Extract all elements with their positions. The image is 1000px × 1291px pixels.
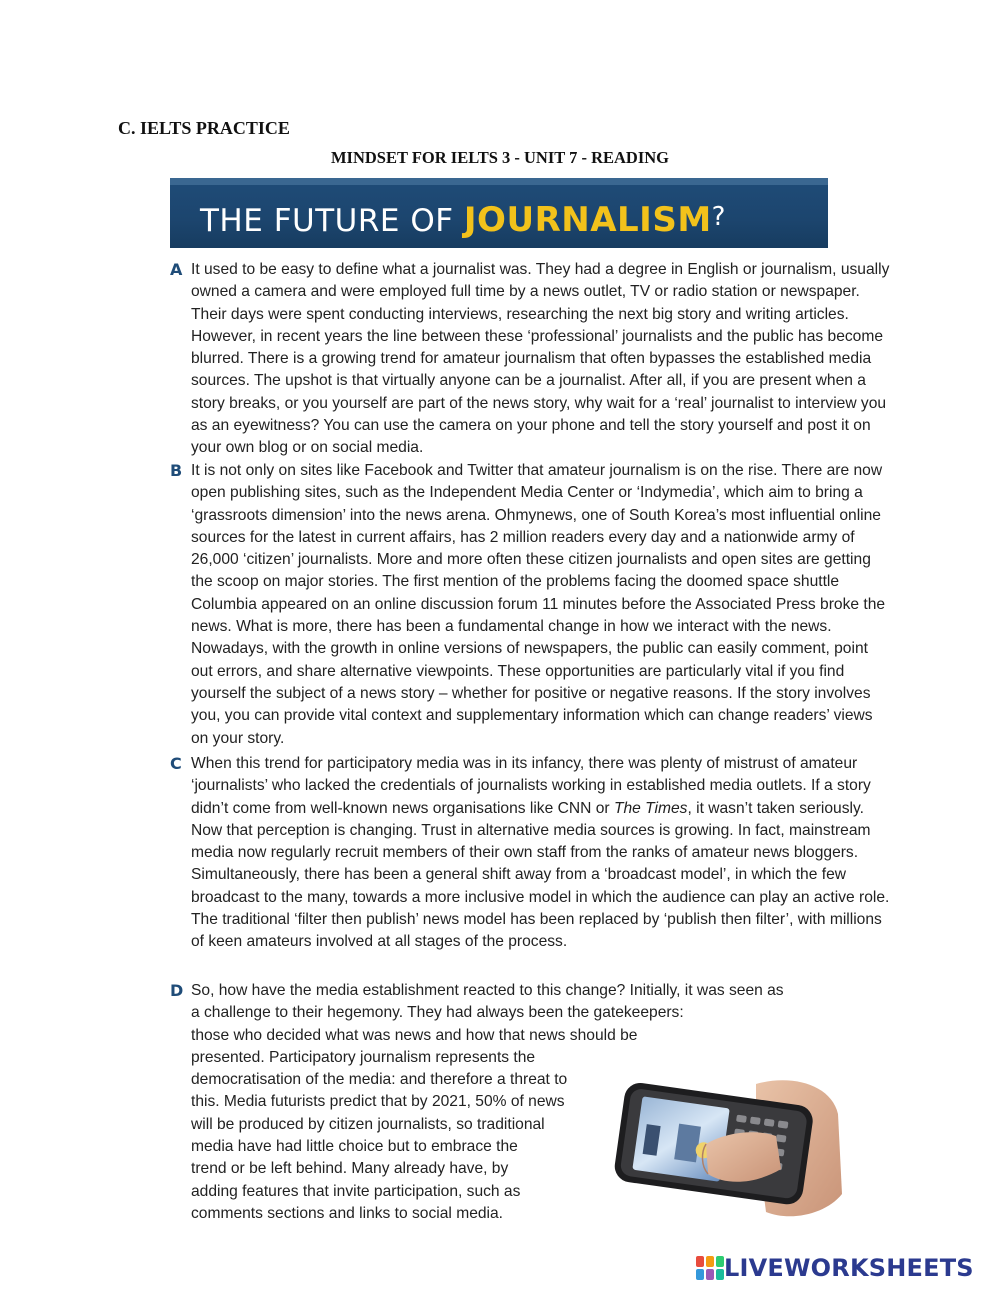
text-line: media have had little choice but to embrace the <box>191 1138 518 1156</box>
text-line: So, how have the media establishment reacted to this change? Initially, it was seen as <box>191 982 784 999</box>
text-segment: , it wasn’t taken seriously. Now that perception is changing. Trust in alternative media sources is growing. In fact, mainstream media now regularly recruit members of their own staff from the ranks of amateur news bloggers. Simultaneously, there has been a general shift away from a ‘broadcast model’, in which the few broadcast to the many, towards a more inclusive model in which the audience can play an active role. The traditional ‘filter then publish’ news model has been replaced by ‘publish then filter’, with millions of keen amateurs involved at all stages of the process. <box>191 799 890 951</box>
paragraph-letter: B <box>170 461 183 480</box>
article-banner <box>170 178 828 248</box>
logo-block <box>716 1256 724 1267</box>
paragraph-a <box>170 259 890 460</box>
text-line: a challenge to their hegemony. They had always been the gatekeepers: <box>191 1004 684 1022</box>
paragraph-letter: A <box>170 260 183 279</box>
text-line: those who decided what was news and how that news should be <box>191 1026 638 1044</box>
liveworksheets-logo[interactable] <box>696 1253 974 1283</box>
brand-name: LIVEWORKSHEETS <box>724 1254 974 1282</box>
logo-block <box>696 1256 704 1267</box>
section-label: C. IELTS PRACTICE <box>118 118 290 138</box>
banner-strip <box>170 178 828 185</box>
text-line: democratisation of the media: and therefore a threat to <box>191 1071 568 1089</box>
paragraph-text: It used to be easy to define what a journalist was. They had a degree in English or journalism, usually owned a camera and were employed full time by a news outlet, TV or radio station or newspaper. Their days were spent conducting interviews, researching the next big story and writing articles. However, in recent years the line between these ‘professional’ journalists and the public has become blurred. There is a growing trend for amateur journalism that often bypasses the established media sources. The upshot is that virtually anyone can be a journalist. After all, if you are present when a story breaks, or you yourself are part of the news story, why wait for a ‘real’ journalist to interview you as an eyewitness? You can use the camera on your phone and tell the story yourself and post it on your own blog or on social media. <box>191 261 890 457</box>
title-mark: ? <box>711 202 726 232</box>
paragraph-letter: D <box>170 981 184 1000</box>
publication-name: The Times <box>613 799 688 817</box>
article-title <box>200 200 726 240</box>
paragraph-c <box>170 753 892 954</box>
title-plain: THE FUTURE OF <box>200 203 464 239</box>
smartphone-photo-icon <box>606 1074 842 1224</box>
title-accent: JOURNALISM <box>463 200 712 240</box>
logo-block <box>716 1269 724 1280</box>
text-line: this. Media futurists predict that by 2021, 50% of news <box>191 1093 565 1111</box>
paragraph-letter: C <box>170 754 182 773</box>
text-line: will be produced by citizen journalists, so traditional <box>191 1115 545 1133</box>
text-segment: When this trend for participatory media was in its infancy, there was plenty of mistrust of amateur ‘journalists’ who lacked the credentials of journalists working in established media outlets. If a story didn’t come from well-known news organisations like CNN or <box>191 755 871 817</box>
logo-block <box>706 1256 714 1267</box>
logo-icon <box>696 1256 722 1280</box>
text-line: trend or be left behind. Many already have, by <box>191 1160 509 1178</box>
paragraph-text: It is not only on sites like Facebook and Twitter that amateur journalism is on the rise. There are now open publishing sites, such as the Independent Media Center or ‘Indymedia’, which aim to bring a ‘grassroots dimension’ into the news arena. Ohmynews, one of South Korea’s most influential online sources for the latest in current affairs, has 2 million readers every day and a nationwide army of 26,000 ‘citizen’ journalists. More and more often these citizen journalists and open sites are getting the scoop on major stories. The first mention of the problems facing the doomed space shuttle Columbia appeared on an online discussion forum 11 minutes before the Associated Press broke the news. What is more, there has been a fundamental change in how we interact with the news. Nowadays, with the growth in online versions of newspapers, the public can easily comment, point out errors, and share alternative viewpoints. These opportunities are particularly vital if you find yourself the subject of a news story – whether for positive or negative reasons. If the story involves you, you can provide vital context and supplementary information which can change readers’ views on your story. <box>191 462 886 747</box>
text-line: adding features that invite participation, such as <box>191 1182 521 1200</box>
page-subtitle: MINDSET FOR IELTS 3 - UNIT 7 - READING <box>330 148 670 167</box>
text-line: presented. Participatory journalism represents the <box>191 1048 536 1066</box>
paragraph-b <box>170 460 888 750</box>
paragraph-text <box>191 753 892 954</box>
logo-block <box>696 1269 704 1280</box>
text-line: comments sections and links to social media. <box>191 1204 504 1222</box>
logo-block <box>706 1269 714 1280</box>
